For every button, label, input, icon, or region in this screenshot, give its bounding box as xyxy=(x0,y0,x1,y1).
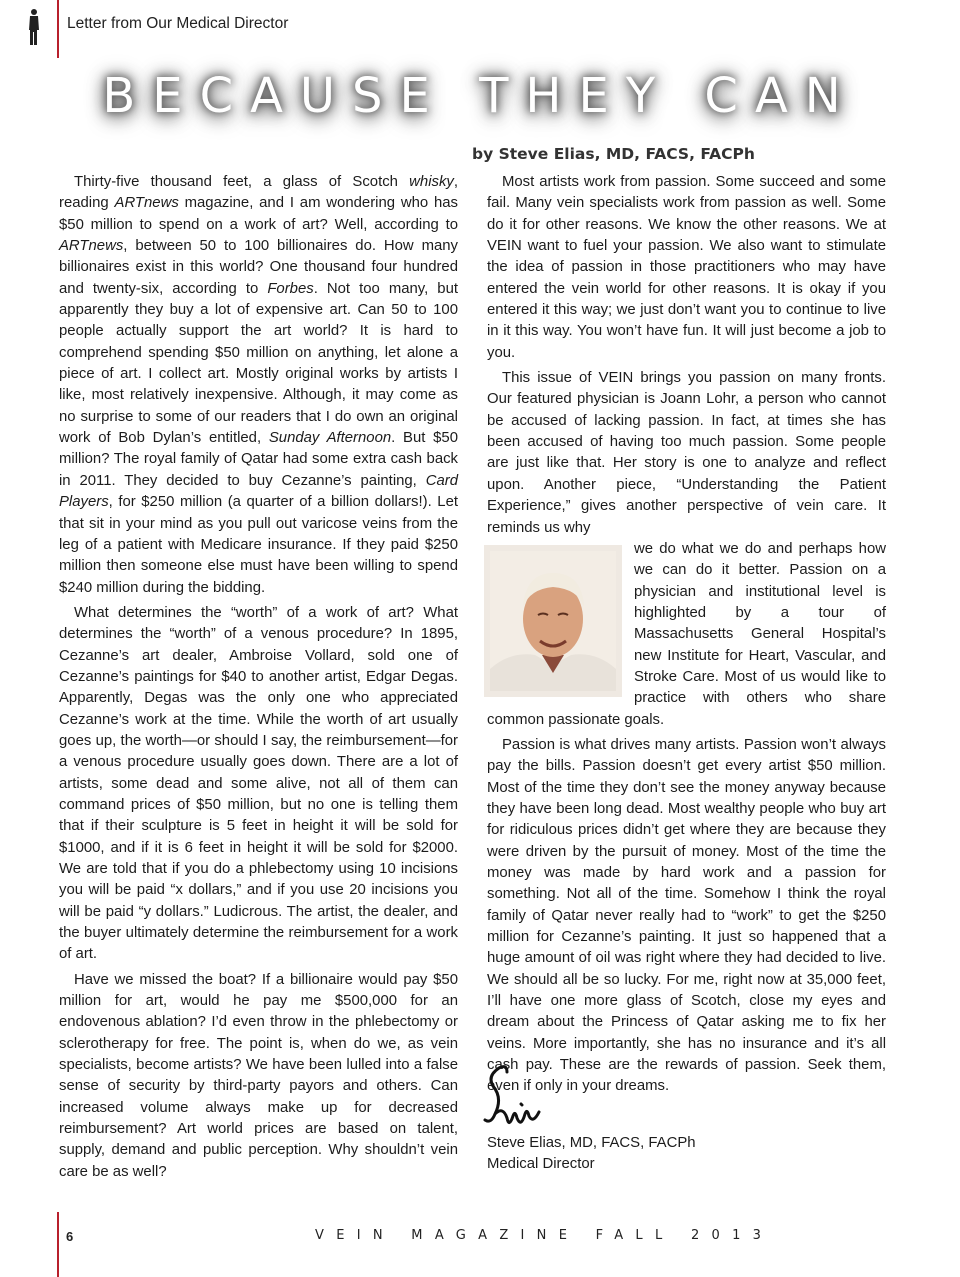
paragraph: Most artists work from passion. Some succeed and some fail. Many vein specialists work from passion as well. Some do it for other reasons. We know the other reasons. We at VEIN want to fuel your passion. We also want to stimulate the idea of passion in those practitioners who may have entered the vein world for other reasons. It is okay if you entered it this way; we just don’t want you to continue to live in it this way. You won’t have fun. It will just become a job to you. xyxy=(487,174,886,361)
italic-text: Forbes xyxy=(267,280,314,297)
right-column xyxy=(487,172,886,1102)
text-run: . But $50 million? The royal family of Qatar had some extra cash back in 2011. They decided to buy Cezanne’s painting, xyxy=(59,430,458,489)
paragraph xyxy=(487,368,886,539)
author-role: Medical Director xyxy=(487,1156,595,1173)
italic-text: ARTnews xyxy=(114,195,179,212)
author-photo xyxy=(484,545,622,697)
text-run: magazine, and I am wondering who has $50 million to spend on a work of art? Well, according to xyxy=(59,195,458,233)
standing-figure-icon xyxy=(22,8,44,46)
title-area xyxy=(0,62,960,140)
text-run: , between 50 to 100 billionaires do. How many billionaires exist in this world? One thousand four hundred and twenty-six, according to xyxy=(59,238,458,297)
left-column xyxy=(59,172,458,1187)
article-title: BECAUSE THEY CAN xyxy=(102,68,858,124)
footer-accent-bar xyxy=(57,1212,59,1277)
author-name: Steve Elias, MD, FACS, FACPh xyxy=(487,1135,696,1151)
paragraph-text: This issue of VEIN brings you passion on many fronts. Our featured physician is Joann Lohr, a person who cannot be accused of lacking passion. In fact, at times she has been accused of having too much passion. Some people are just like that. Her story is one to analyze and reflect upon. Another piece, “Understanding the Patient Experience,” gives another perspective of vein care. It reminds us why xyxy=(487,370,886,536)
paragraph xyxy=(59,172,458,599)
text-run: , reading xyxy=(59,174,458,212)
byline: by Steve Elias, MD, FACS, FACPh xyxy=(472,145,755,163)
italic-text: Card Players xyxy=(59,472,458,511)
signature-block xyxy=(487,1133,696,1176)
italic-text: whisky xyxy=(409,174,454,190)
page-number: 6 xyxy=(66,1229,74,1244)
text-run: Thirty-five thousand feet, a glass of Scotch xyxy=(74,174,410,190)
paragraph: Passion is what drives many artists. Passion won’t always pay the bills. Passion doesn’t get every artist $50 million. Most of the time they don’t see the money anyway because they have been long dead. Most wealthy people who buy art for ridiculous prices didn’t get where they are because they were driven by the pursuit of money. Most of the time the money was made by hard work and a passion for something. Not all of the time. Somehow I think the royal family of Qatar never really had to “work” to get the $250 million for Cezanne’s painting. It just so happened that a huge amount of oil was right where they had decided to live. We should all be so lucky. For me, right now at 35,000 feet, I’ll have one more glass of Scotch, close my eyes and dream about the Princess of Qatar asking me to fix her veins. More importantly, she has no insurance and it’s all cash pay. These are the rewards of passion. Seek them, even if only in your dreams. xyxy=(487,736,886,1095)
text-run: . Not too many, but apparently they buy a lot of expensive art. Can 50 to 100 people actually support the art world? It is hard to comprehend spending $50 million on anything, let alone a piece of art. I collect art. Mostly original works by artists I like, most relatively inexpensive. Although, it may come as no surprise to some of our readers that I do own an original work of Bob Dylan’s entitled, xyxy=(59,280,458,447)
paragraph: Have we missed the boat? If a billionaire would pay $50 million for art, would he pay me $500,000 for an endovenous ablation? I’d even throw in the phlebectomy or sclerotherapy for free. The point is, when do we, as vein specialists, become artists? We have been lulled into a false sense of security by third-party payors and others. Can increased volume always make up for decreased reimbursement? Art world prices are based on talent, supply, demand and public perception. Why shouldn’t vein care be as well? xyxy=(59,971,458,1180)
paragraph: What determines the “worth” of a work of art? What determines the “worth” of a venous procedure? In 1895, Cezanne’s art dealer, Ambroise Vollard, sold one of Cezanne’s paintings for $40 to another artist, Edgar Degas. Apparently, Degas was the only one who appreciated Cezanne’s work at the time. While the worth of art usually goes up, the worth—or should I say, the reimbursement—for a venous procedure usually goes down. There are a lot of artists, some dead and some alive, not all of them can command prices of $50 million, but no one is telling them that if their sculpture is 5 feet in height it will be sold for $1000, and if it is 6 feet in height it will be sold for $2000. We are told that if you do a phlebectomy using 10 incisions you will be paid “x dollars,” and if you use 20 incisions you will be paid “y dollars.” Ludicrous. The artist, the dealer, and the buyer ultimately determine the reimbursement for a work of art. xyxy=(59,604,458,963)
publication-footer: VEIN MAGAZINE FALL 2013 xyxy=(315,1228,774,1243)
italic-text: Sunday Afternoon xyxy=(268,430,392,447)
header-accent-bar xyxy=(57,0,59,58)
paragraph: we do what we do and perhaps how we can do it better. Passion on a physician and institutional level is highlighted by a tour of Massachusetts General Hospital’s new Institute for Heart, Vascular, and Stroke Care. Most of us would like to practice with others who share common passionate goals. xyxy=(487,540,886,728)
handwritten-signature xyxy=(481,1058,551,1138)
section-label: Letter from Our Medical Director xyxy=(67,15,289,32)
italic-text: ARTnews xyxy=(59,238,124,255)
text-run: , for $250 million (a quarter of a billion dollars!). Let that sit in your mind as you pull out varicose veins from the leg of a patient with Medicare insurance. If they paid $250 million then someone else must have been willing to spend $240 million during the bidding. xyxy=(59,494,458,596)
